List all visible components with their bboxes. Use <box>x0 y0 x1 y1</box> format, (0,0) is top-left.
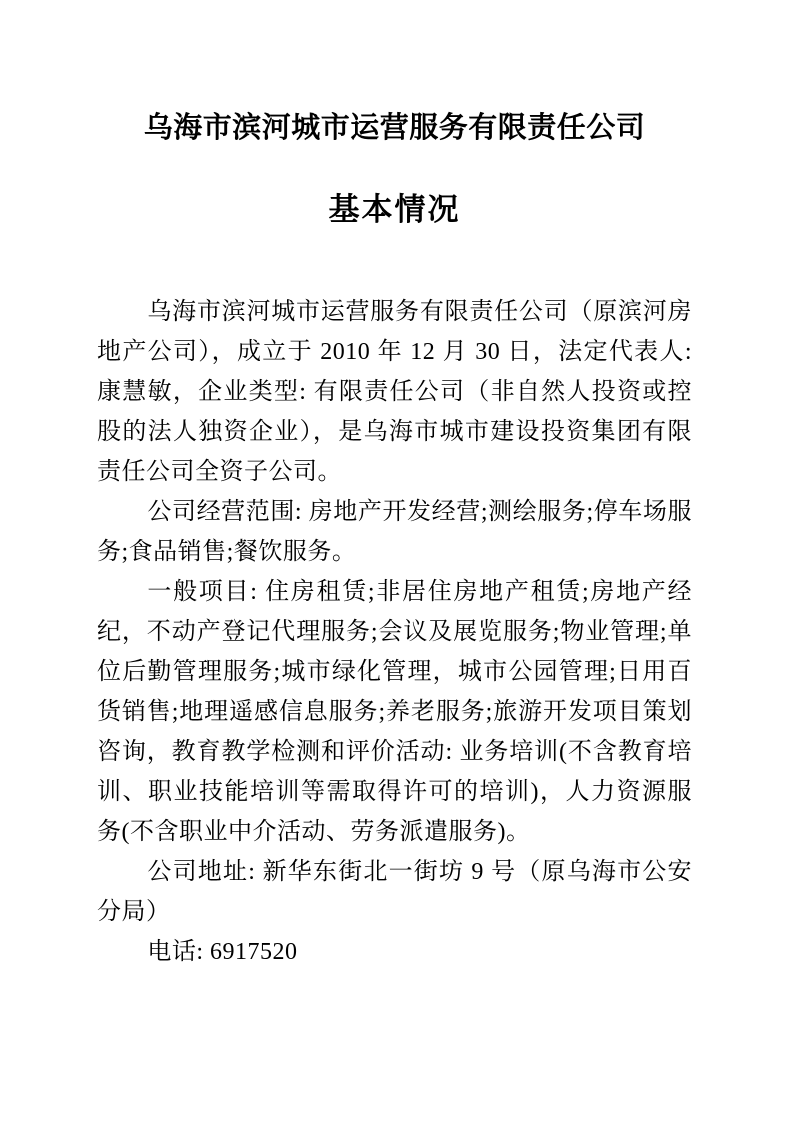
document-subtitle: 基本情况 <box>328 192 461 227</box>
paragraph-general-projects: 一般项目: 住房租赁;非居住房地产租赁;房地产经纪，不动产登记代理服务;会议及展览服务;物业管理;单位后勤管理服务;城市绿化管理，城市公园管理;日用百货销售;地理遥感信息服务;养老服务;旅游开发项目策划咨询，教育教学检测和评价活动: 业务培训(不含教育培训、职业技能培训等需取得许可的培训)，人力资源服务(不含职业中介活动、劳务派遣服务)。 <box>97 579 692 845</box>
paragraph-company-address: 公司地址: 新华东街北一街坊 9 号（原乌海市公安分局） <box>97 859 692 925</box>
paragraph-business-scope: 公司经营范围: 房地产开发经营;测绘服务;停车场服务;食品销售;餐饮服务。 <box>97 499 692 565</box>
document-content <box>97 0 692 972</box>
paragraph-phone-number: 电话: 6917520 <box>147 939 298 965</box>
paragraph-company-overview: 乌海市滨河城市运营服务有限责任公司（原滨河房地产公司），成立于 2010 年 12 月 30 日，法定代表人: 康慧敏，企业类型: 有限责任公司（非自然人投资或控股的法人独资企业），是乌海市城市建设投资集团有限责任公司全资子公司。 <box>97 299 692 485</box>
document-title: 乌海市滨河城市运营服务有限责任公司 <box>143 112 646 144</box>
document-body <box>97 292 692 972</box>
